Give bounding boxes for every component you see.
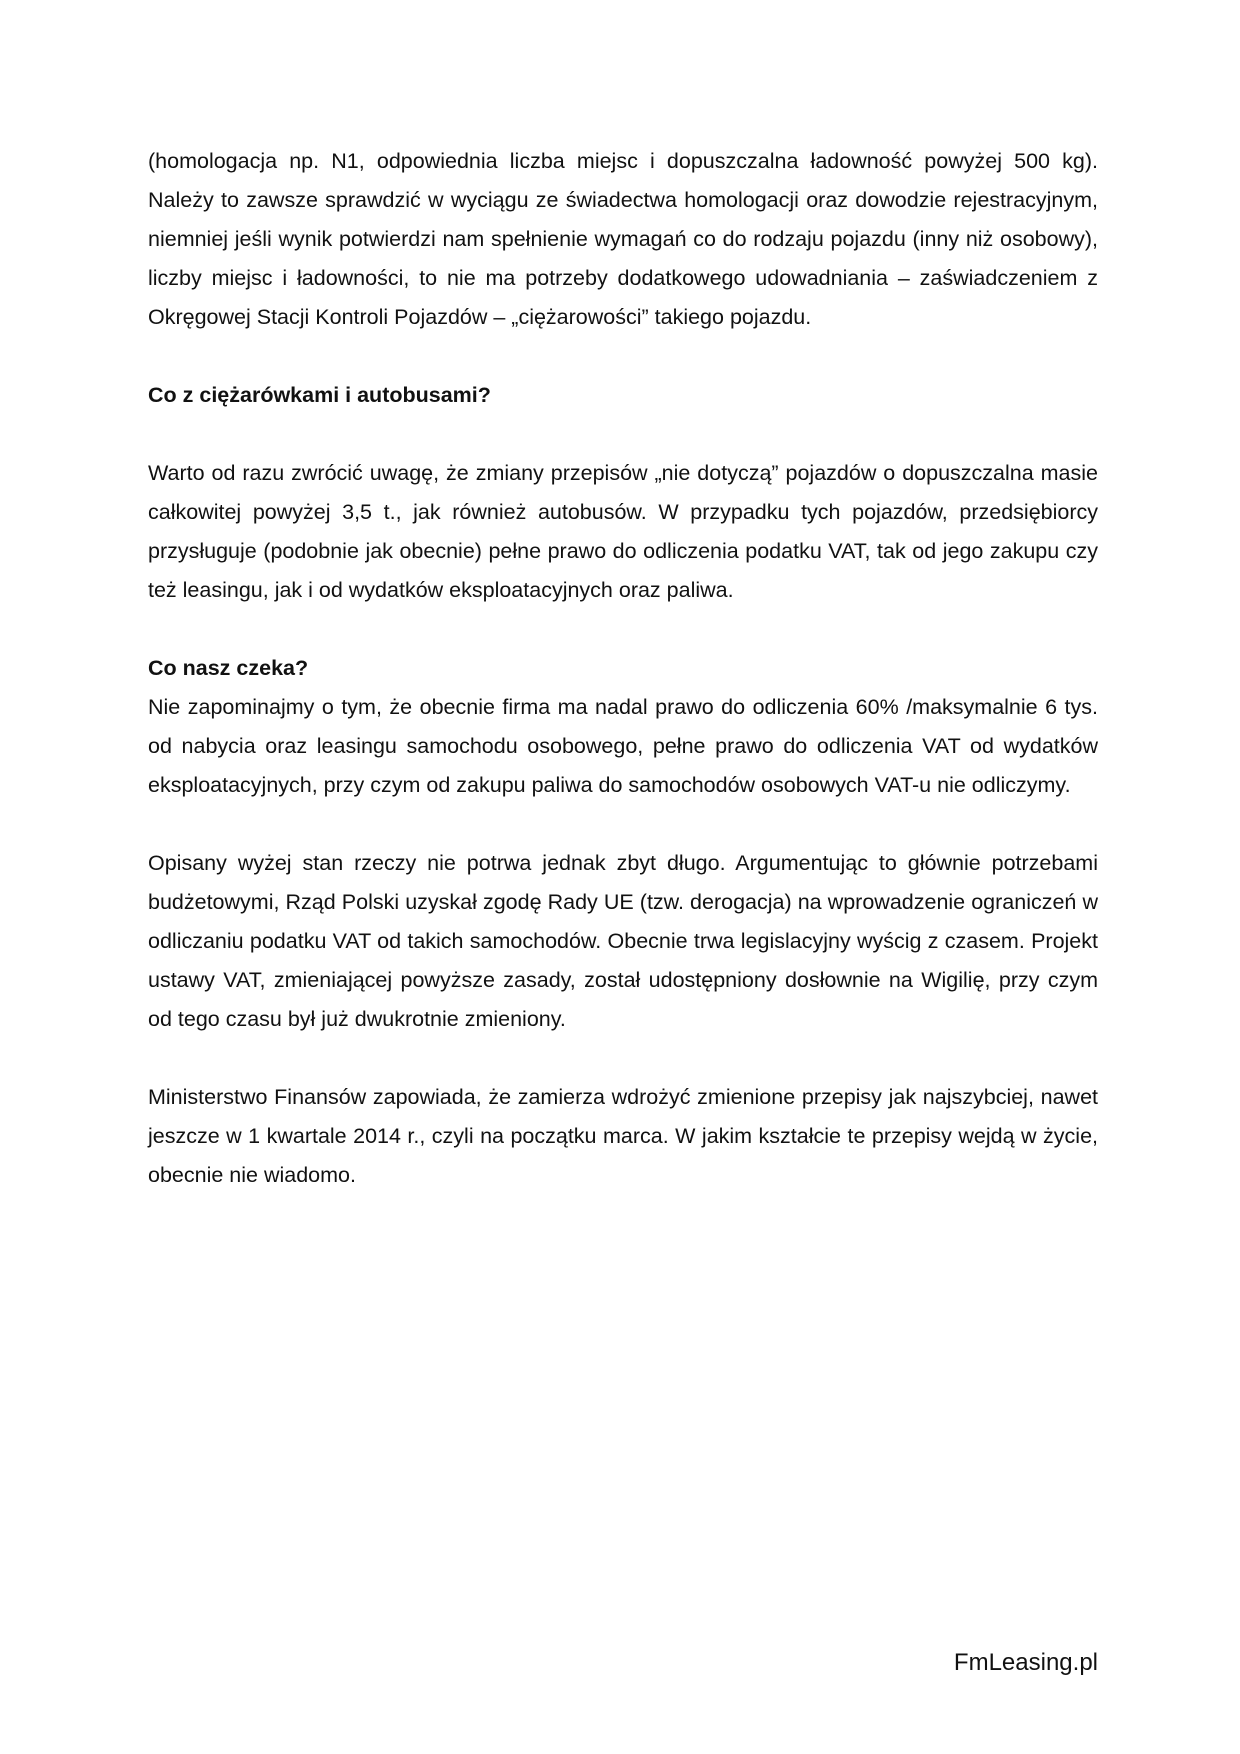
paragraph-homologation: (homologacja np. N1, odpowiednia liczba miejsc i dopuszczalna ładowność powyżej 500 kg). Należy to zawsze sprawdzić w wyciągu ze świadectwa homologacji oraz dowodzie rejestracyjnym, niemniej jeśli wynik potwierdzi nam spełnienie wymagań co do rodzaju pojazdu (inny niż osobowy), liczby miejsc i ładowności, to nie ma potrzeby dodatkowego udowadniania – zaświadczeniem z Okręgowej Stacji Kontroli Pojazdów – „ciężarowości” takiego pojazdu.: [148, 149, 1098, 329]
spacer: [148, 805, 1098, 844]
spacer: [148, 415, 1098, 454]
paragraph-trucks-buses: Warto od razu zwrócić uwagę, że zmiany przepisów „nie dotyczą” pojazdów o dopuszczalna masie całkowitej powyżej 3,5 t., jak również autobusów. W przypadku tych pojazdów, przedsiębiorcy przysługuje (podobnie jak obecnie) pełne prawo do odliczenia podatku VAT, tak od jego zakupu czy też leasingu, jak i od wydatków eksploatacyjnych oraz paliwa.: [148, 461, 1098, 602]
paragraph-current-rights: Nie zapominajmy o tym, że obecnie firma ma nadal prawo do odliczenia 60% /maksymalnie 6 tys. od nabycia oraz leasingu samochodu osobowego, pełne prawo do odliczenia VAT od wydatków eksploatacyjnych, przy czym od zakupu paliwa do samochodów osobowych VAT-u nie odliczymy.: [148, 695, 1098, 797]
heading-trucks-buses: Co z ciężarówkami i autobusami?: [148, 383, 491, 407]
spacer: [148, 1039, 1098, 1078]
footer-brand: FmLeasing.pl: [953, 1649, 1098, 1676]
paragraph-ministry: Ministerstwo Finansów zapowiada, że zamierza wdrożyć zmienione przepisy jak najszybciej, nawet jeszcze w 1 kwartale 2014 r., czyli na początku marca. W jakim kształcie te przepisy wejdą w życie, obecnie nie wiadomo.: [148, 1085, 1098, 1187]
document-body: [148, 142, 1098, 1195]
heading-what-awaits: Co nasz czeka?: [148, 656, 309, 680]
spacer: [148, 610, 1098, 649]
spacer: [148, 337, 1098, 376]
paragraph-derogation: Opisany wyżej stan rzeczy nie potrwa jednak zbyt długo. Argumentując to głównie potrzebami budżetowymi, Rząd Polski uzyskał zgodę Rady UE (tzw. derogacja) na wprowadzenie ograniczeń w odliczaniu podatku VAT od takich samochodów. Obecnie trwa legislacyjny wyścig z czasem. Projekt ustawy VAT, zmieniającej powyższe zasady, został udostępniony dosłownie na Wigilię, przy czym od tego czasu był już dwukrotnie zmieniony.: [148, 851, 1098, 1031]
